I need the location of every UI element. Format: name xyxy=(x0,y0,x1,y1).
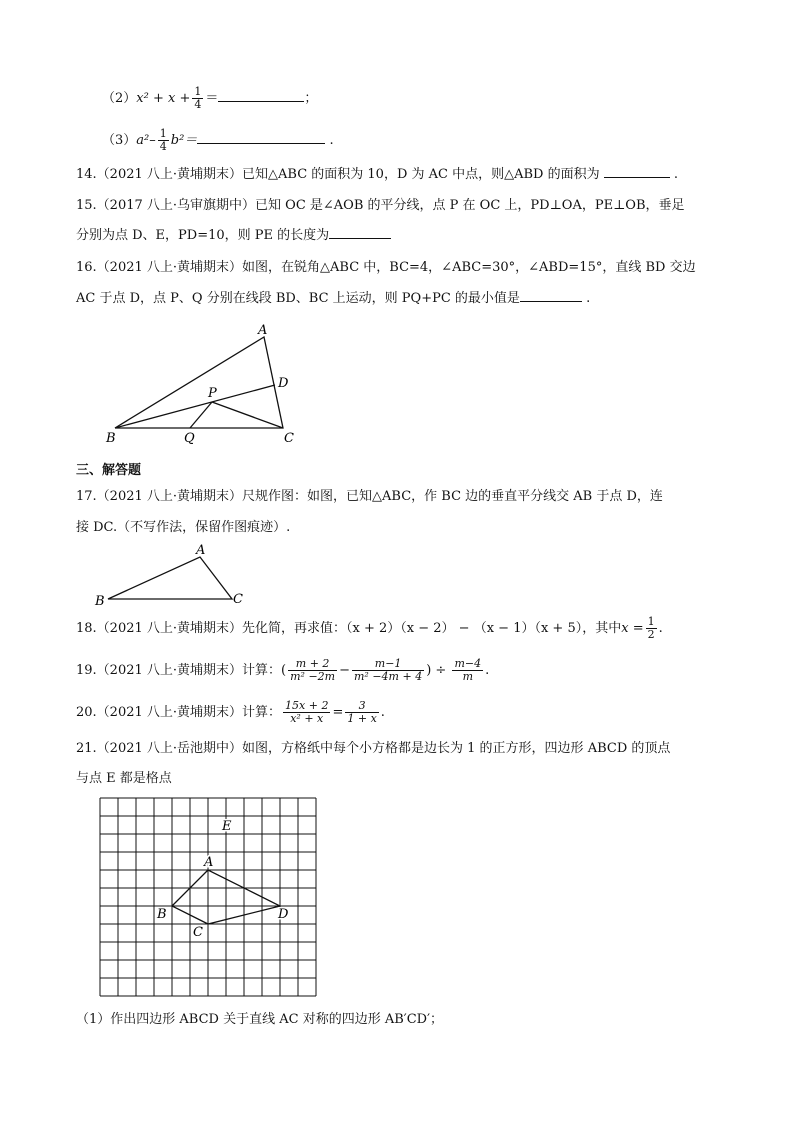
q16-line1: 16.（2021 八上·黄埔期末）如图，在锐角△ABC 中，BC=4，∠ABC=30°，∠ABD=15°，直线 BD 交边 xyxy=(76,260,696,275)
fraction: $\frac{3}{1 + x}$ xyxy=(347,699,377,725)
triangle-abc xyxy=(115,337,283,428)
answer-blank[interactable] xyxy=(329,237,391,239)
answer-blank[interactable] xyxy=(218,100,304,102)
label-b: B xyxy=(95,594,105,609)
q17-line1: 17.（2021 八上·黄埔期末）尺规作图：如图，已知△ABC，作 BC 边的垂直平分线交 AB 于点 D，连 xyxy=(76,489,663,504)
label-b: B xyxy=(106,431,116,446)
answer-blank[interactable] xyxy=(520,300,582,302)
label-c: C xyxy=(193,925,203,940)
label-d: D xyxy=(278,376,289,391)
segment-pc xyxy=(212,402,283,428)
q21-part1: （1）作出四边形 ABCD 关于直线 AC 对称的四边形 AB′CD′； xyxy=(76,1012,444,1027)
q21-grid-figure xyxy=(100,798,316,1000)
q13-part2: （2）x² + x + $\frac{1}{4}$ ＝ ； xyxy=(102,85,318,111)
q18-text: 18.（2021 八上·黄埔期末）先化简，再求值：（x + 2）（x − 2） − （x − 1）（x + 5），其中x = $\frac{1}{2}$ . xyxy=(76,615,663,641)
fraction: $\frac{m-1}{\text{m² −4m + 4}}$ xyxy=(354,657,423,683)
q21-line2: 与点 E 都是格点 xyxy=(76,771,172,786)
label-e: E xyxy=(222,819,232,834)
fraction: $\frac{15x + 2}{\text{x² + x}}$ xyxy=(285,699,329,725)
q19-text: 19.（2021 八上·黄埔期末）计算：( $\frac{m + 2}{\text{m² −2m}}$ − $\frac{m-1}{\text{m² −4m + 4}}$ ) ÷ $\frac{m-4}{m}$ . xyxy=(76,657,490,683)
fraction: $\frac{m-4}{m}$ xyxy=(454,657,482,683)
q14-text: 14.（2021 八上·黄埔期末）已知△ABC 的面积为 10，D 为 AC 中点，则△ABD 的面积为 . xyxy=(76,167,679,182)
label-d: D xyxy=(278,907,289,922)
q17-triangle-figure xyxy=(92,541,262,609)
label-a: A xyxy=(196,543,206,558)
label-a: A xyxy=(258,323,268,338)
q16-line2: AC 于点 D，点 P、Q 分别在线段 BD、BC 上运动，则 PQ+PC 的最小值是 . xyxy=(76,291,591,306)
q13-part3: （3）a²– $\frac{1}{4}$ b²＝ . xyxy=(102,127,334,153)
q15-line2: 分别为点 D、E，PD=10，则 PE 的长度为 xyxy=(76,227,391,245)
label-b: B xyxy=(157,907,167,922)
label-c: C xyxy=(284,431,294,446)
q17-line2: 接 DC.（不写作法，保留作图痕迹）. xyxy=(76,520,291,535)
label-p: P xyxy=(208,386,217,401)
fraction: $\frac{1}{4}$ xyxy=(194,85,202,111)
q16-triangle-figure xyxy=(100,325,320,450)
label-c: C xyxy=(233,592,243,607)
label-q: Q xyxy=(184,431,195,446)
q20-text: 20.（2021 八上·黄埔期末）计算： $\frac{15x + 2}{\text{x² + x}}$ = $\frac{3}{1 + x}$ . xyxy=(76,699,385,725)
triangle-abc xyxy=(108,557,232,599)
q15-line1: 15.（2017 八上·乌审旗期中）已知 OC 是∠AOB 的平分线，点 P 在 OC 上，PD⊥OA，PE⊥OB，垂足 xyxy=(76,198,685,213)
section-title: 三、解答题 xyxy=(76,463,142,478)
answer-blank[interactable] xyxy=(197,142,325,144)
fraction: $\frac{1}{2}$ xyxy=(647,615,655,641)
fraction: $\frac{m + 2}{\text{m² −2m}}$ xyxy=(290,657,336,683)
fraction: $\frac{1}{4}$ xyxy=(159,127,167,153)
label-a: A xyxy=(204,855,214,870)
answer-blank[interactable] xyxy=(604,176,670,178)
segment-pq xyxy=(190,402,212,428)
q21-line1: 21.（2021 八上·岳池期中）如图，方格纸中每个小方格都是边长为 1 的正方形，四边形 ABCD 的顶点 xyxy=(76,741,671,756)
